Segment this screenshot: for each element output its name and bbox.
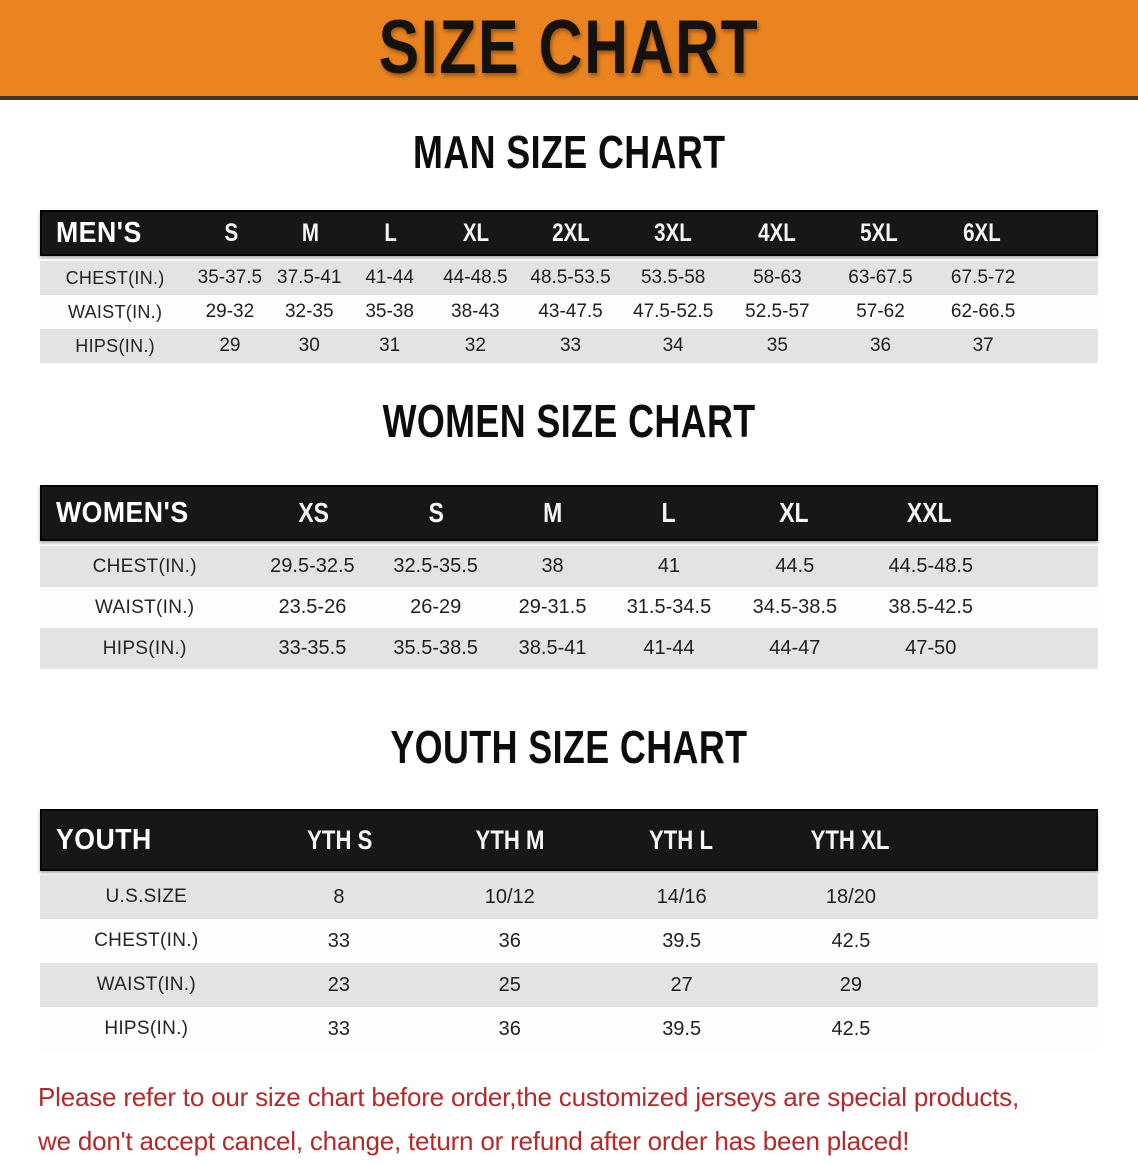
column-header — [254, 825, 426, 856]
column-header — [768, 825, 931, 856]
header-label-text: 5XL — [860, 218, 899, 247]
row-label: U.S.SIZE — [105, 886, 188, 907]
size-value: 36 — [498, 1017, 521, 1040]
size-value: 58-63 — [753, 267, 802, 288]
size-value: 29.5-32.5 — [270, 555, 355, 577]
youth-heading-text: YOUTH SIZE CHART — [390, 721, 748, 773]
size-value: 62-66.5 — [950, 301, 1016, 322]
size-value: 34.5-38.5 — [752, 596, 838, 618]
table-corner-label — [42, 217, 192, 250]
size-value: 39.5 — [662, 1017, 702, 1040]
table-row — [40, 875, 1098, 919]
disclaimer-line-1: Please refer to our size chart before order,the customized jerseys are special products, — [38, 1082, 1020, 1112]
header-label-text: 6XL — [962, 218, 1001, 247]
header-label-text: XXL — [907, 497, 952, 528]
table-row — [40, 1007, 1098, 1051]
size-value: 42.5 — [831, 1017, 871, 1040]
women-heading-text: WOMEN SIZE CHART — [382, 395, 756, 447]
youth-size-table — [40, 809, 1098, 1051]
size-value: 35-37.5 — [197, 267, 263, 288]
size-value: 67.5-72 — [950, 267, 1016, 288]
size-value: 41-44 — [643, 637, 695, 659]
size-value: 26-29 — [410, 596, 462, 618]
row-label: CHEST(IN.) — [65, 267, 165, 288]
table-body — [40, 546, 1098, 669]
column-header — [376, 497, 496, 529]
column-header — [271, 219, 350, 248]
table-body — [40, 261, 1098, 363]
size-value: 38 — [541, 555, 564, 577]
size-value: 33 — [559, 335, 582, 356]
table-row — [40, 963, 1098, 1007]
column-header — [609, 497, 728, 529]
header-label-text: L — [661, 497, 676, 528]
row-label: CHEST(IN.) — [92, 555, 197, 577]
table-corner-label — [42, 824, 254, 857]
size-value: 57-62 — [856, 301, 905, 322]
column-header — [496, 497, 609, 529]
header-label-text: S — [224, 218, 239, 247]
size-value: 47.5-52.5 — [633, 301, 714, 322]
column-header — [828, 219, 930, 248]
size-value: 48.5-53.5 — [530, 267, 611, 288]
header-label-text: 3XL — [653, 218, 692, 247]
size-value: 39.5 — [662, 929, 702, 952]
size-value: 44.5-48.5 — [888, 555, 974, 577]
column-header — [930, 219, 1032, 248]
size-value: 32 — [464, 335, 486, 356]
header-label-text: YTH XL — [810, 824, 890, 855]
size-value: 36 — [498, 929, 521, 952]
man-section-heading — [0, 128, 1138, 188]
size-value: 38.5-42.5 — [888, 596, 974, 618]
size-value: 35 — [766, 335, 788, 356]
size-value: 23.5-26 — [278, 596, 347, 618]
size-value: 43-47.5 — [538, 301, 603, 322]
size-value: 36 — [869, 335, 892, 356]
size-value: 30 — [298, 335, 320, 356]
table-row — [40, 261, 1098, 295]
banner-title: SIZE CHART — [378, 5, 760, 90]
size-value: 41-44 — [365, 267, 414, 288]
header-label-text: 4XL — [757, 218, 796, 247]
men-size-table — [40, 210, 1098, 363]
table-row — [40, 546, 1098, 587]
size-chart-banner — [0, 0, 1138, 100]
header-label-text: WOMEN'S — [56, 496, 189, 529]
size-value: 18/20 — [825, 885, 876, 908]
column-header — [594, 825, 768, 856]
header-label-text: XS — [298, 497, 329, 528]
column-header — [350, 219, 431, 248]
row-label: HIPS(IN.) — [102, 637, 187, 659]
size-value: 31 — [379, 335, 401, 356]
row-label: WAIST(IN.) — [67, 301, 163, 322]
column-header — [251, 497, 376, 529]
column-header — [725, 219, 828, 248]
header-label-text: XL — [462, 218, 489, 247]
size-value: 25 — [498, 973, 521, 996]
column-header — [426, 825, 595, 856]
size-value: 38.5-41 — [518, 637, 587, 659]
size-value: 35.5-38.5 — [393, 637, 478, 659]
column-header — [520, 219, 620, 248]
header-label-text: MEN'S — [56, 216, 142, 249]
row-label: WAIST(IN.) — [96, 974, 197, 995]
size-value: 33-35.5 — [278, 637, 347, 659]
size-value: 34 — [662, 335, 684, 356]
size-value: 32.5-35.5 — [393, 555, 478, 577]
size-value: 42.5 — [831, 929, 871, 952]
order-disclaimer — [38, 1075, 1100, 1163]
size-value: 37 — [972, 335, 994, 356]
women-size-table — [40, 485, 1098, 669]
size-value: 29-31.5 — [518, 596, 587, 618]
table-row — [40, 295, 1098, 329]
size-value: 10/12 — [484, 885, 535, 908]
header-label-text: M — [543, 497, 563, 528]
size-value: 37.5-41 — [277, 267, 342, 288]
header-label-text: 2XL — [551, 218, 590, 247]
row-label: HIPS(IN.) — [75, 335, 155, 356]
table-body — [40, 875, 1098, 1051]
row-label: WAIST(IN.) — [95, 596, 195, 618]
youth-section-heading — [0, 723, 1138, 783]
table-row — [40, 919, 1098, 963]
header-label-text: M — [301, 218, 319, 247]
column-header — [431, 219, 521, 248]
header-label-text: YTH S — [307, 824, 373, 855]
size-value: 35-38 — [365, 301, 414, 322]
header-label-text: L — [384, 218, 397, 247]
column-header — [728, 497, 860, 529]
table-corner-label — [42, 497, 251, 530]
table-header-row — [40, 485, 1098, 541]
size-value: 53.5-58 — [640, 267, 706, 288]
size-value: 32-35 — [284, 301, 334, 322]
man-heading-text: MAN SIZE CHART — [412, 126, 726, 178]
size-value: 41 — [657, 555, 681, 577]
size-value: 27 — [670, 973, 693, 996]
size-value: 47-50 — [905, 637, 957, 659]
size-value: 38-43 — [451, 301, 500, 322]
size-value: 44.5 — [775, 555, 815, 577]
size-value: 33 — [327, 929, 350, 952]
size-value: 44-47 — [769, 637, 821, 659]
size-value: 33 — [327, 1017, 350, 1040]
size-value: 29-32 — [205, 301, 255, 322]
women-section-heading — [0, 397, 1138, 457]
row-label: HIPS(IN.) — [104, 1018, 189, 1039]
header-label-text: S — [428, 497, 444, 528]
size-value: 29 — [219, 335, 241, 356]
size-value: 31.5-34.5 — [626, 596, 712, 618]
header-label-text: YTH L — [649, 824, 714, 855]
size-value: 29 — [839, 973, 863, 996]
header-label-text: XL — [779, 497, 809, 528]
header-label-text: YOUTH — [56, 823, 152, 856]
column-header — [860, 497, 999, 529]
table-row — [40, 329, 1098, 363]
table-header-row — [40, 809, 1098, 871]
size-value: 8 — [333, 885, 345, 908]
size-value: 14/16 — [656, 885, 707, 908]
size-value: 44-48.5 — [443, 267, 508, 288]
row-label: CHEST(IN.) — [94, 930, 199, 951]
table-row — [40, 628, 1098, 669]
size-value: 63-67.5 — [848, 267, 913, 288]
column-header — [192, 219, 271, 248]
table-row — [40, 587, 1098, 628]
header-label-text: YTH M — [475, 824, 545, 855]
column-header — [621, 219, 725, 248]
table-header-row — [40, 210, 1098, 256]
size-value: 23 — [327, 973, 350, 996]
size-value: 52.5-57 — [745, 301, 810, 322]
disclaimer-line-2: we don't accept cancel, change, teturn or refund after order has been placed! — [38, 1126, 910, 1156]
